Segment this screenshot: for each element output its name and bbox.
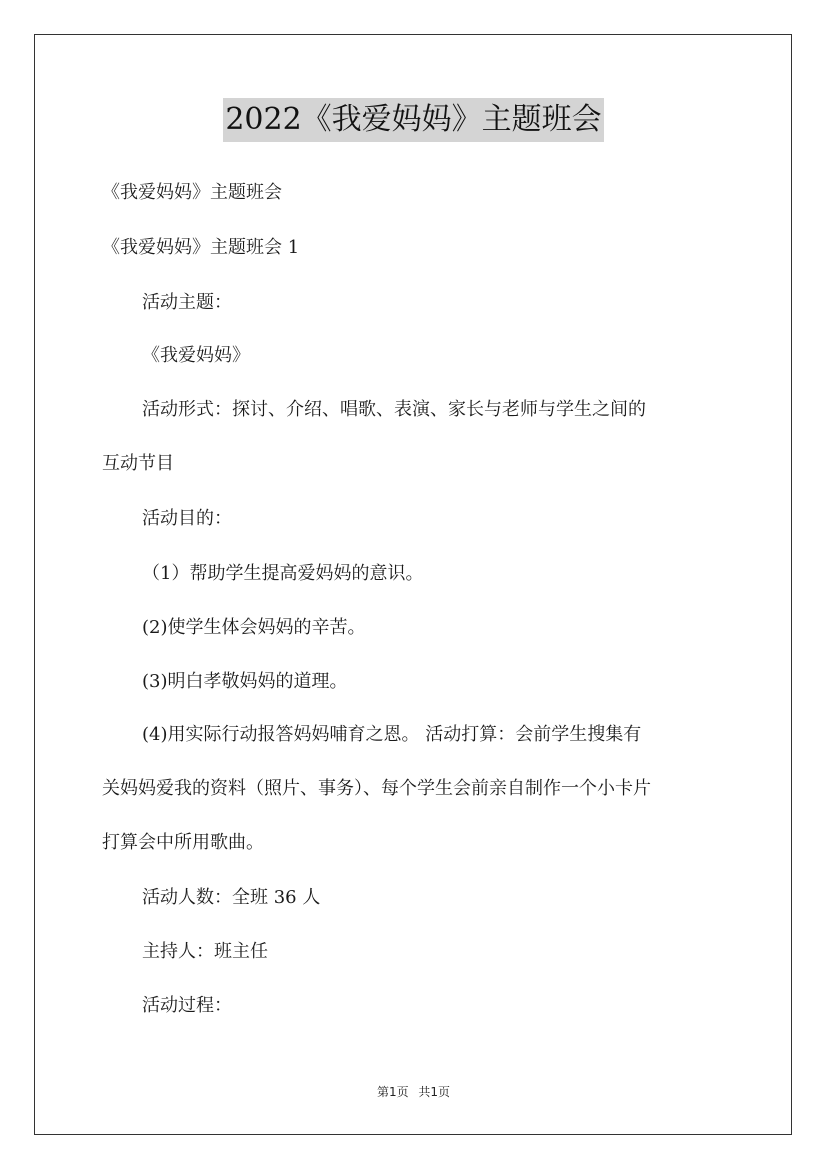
paragraph-theme-label: 活动主题： [142, 292, 232, 313]
paragraph-prep: 关妈妈爱我的资料（照片、事务）、每个学生会前亲自制作一个小卡片 [102, 778, 651, 799]
paragraph-goal-3: (3)明白孝敬妈妈的道理。 [142, 671, 348, 692]
paragraph-subtitle: 《我爱妈妈》主题班会 [102, 182, 282, 203]
paragraph-theme-value: 《我爱妈妈》 [142, 345, 250, 366]
page-number: 第1页 [376, 1085, 409, 1099]
paragraph-goal-2: (2)使学生体会妈妈的辛苦。 [142, 617, 366, 638]
paragraph-process: 活动过程： [142, 995, 232, 1016]
document-title: 2022《我爱妈妈》主题班会 [223, 98, 603, 142]
paragraph-format: 活动形式：探讨、介绍、唱歌、表演、家长与老师与学生之间的 [142, 399, 646, 420]
title-container [0, 98, 827, 142]
page-footer [0, 1083, 827, 1100]
paragraph-host: 主持人：班主任 [142, 941, 268, 962]
page-total: 共1页 [418, 1085, 451, 1099]
paragraph-format-cont: 互动节目 [102, 453, 174, 474]
paragraph-prep-cont: 打算会中所用歌曲。 [102, 832, 264, 853]
paragraph-goal-1: （1）帮助学生提高爱妈妈的意识。 [142, 563, 424, 584]
paragraph-goal-label: 活动目的： [142, 508, 232, 529]
paragraph-goal-4: (4)用实际行动报答妈妈哺育之恩。 活动打算：会前学生搜集有 [142, 724, 642, 745]
paragraph-heading: 《我爱妈妈》主题班会 1 [102, 237, 300, 258]
paragraph-participants: 活动人数：全班 36 人 [142, 887, 321, 908]
